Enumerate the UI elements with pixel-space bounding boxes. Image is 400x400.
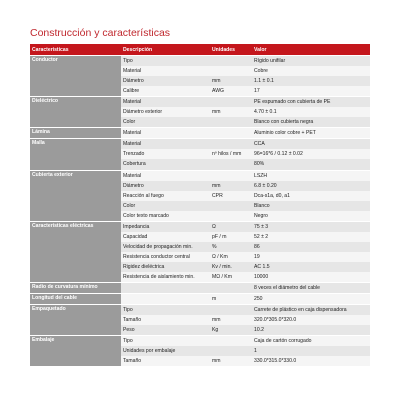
table-row <box>30 336 370 347</box>
value-cell: 250 <box>252 294 370 305</box>
unit-cell: m <box>210 294 252 305</box>
description-cell: Material <box>121 97 210 108</box>
unit-cell: mm <box>210 356 252 366</box>
category-cell: Características eléctricas <box>30 221 121 282</box>
value-cell: 75 ± 3 <box>252 221 370 232</box>
description-cell <box>121 294 210 305</box>
unit-cell: mm <box>210 315 252 325</box>
value-cell: 1.1 ± 0.1 <box>252 76 370 86</box>
unit-cell <box>210 170 252 181</box>
description-cell: Material <box>121 128 210 139</box>
header-descripcion: Descripción <box>121 44 210 56</box>
description-cell: Cobertura <box>121 159 210 170</box>
unit-cell <box>210 211 252 222</box>
description-cell: Rigidez dieléctrica <box>121 262 210 272</box>
value-cell: Cobre <box>252 66 370 76</box>
category-cell: Cubierta exterior <box>30 170 121 221</box>
unit-cell: Kv / min. <box>210 262 252 272</box>
description-cell: Tipo <box>121 336 210 347</box>
unit-cell <box>210 56 252 67</box>
value-cell: Carrete de plástico en caja dispensadora <box>252 305 370 316</box>
value-cell: 52 ± 2 <box>252 232 370 242</box>
table-row <box>30 56 370 67</box>
description-cell: Diámetro <box>121 181 210 191</box>
description-cell: Resistencia de aislamiento min. <box>121 272 210 283</box>
value-cell: 10.2 <box>252 325 370 336</box>
table-row <box>30 294 370 305</box>
category-cell: Malla <box>30 139 121 170</box>
value-cell: LSZH <box>252 170 370 181</box>
description-cell: Unidades por embalaje <box>121 346 210 356</box>
unit-cell: MΩ / Km <box>210 272 252 283</box>
unit-cell <box>210 159 252 170</box>
unit-cell <box>210 201 252 211</box>
unit-cell <box>210 305 252 316</box>
description-cell: Trenzado <box>121 149 210 159</box>
description-cell: Diámetro <box>121 76 210 86</box>
value-cell: 10000 <box>252 272 370 283</box>
page-title: Construcción y características <box>30 27 171 39</box>
value-cell: CCA <box>252 139 370 150</box>
value-cell: 8 veces el diámetro del cable <box>252 283 370 294</box>
unit-cell <box>210 283 252 294</box>
value-cell: 19 <box>252 252 370 262</box>
value-cell: AC 1.5 <box>252 262 370 272</box>
table-row <box>30 170 370 181</box>
description-cell: Tamaño <box>121 356 210 366</box>
value-cell: 1 <box>252 346 370 356</box>
category-cell: Radio de curvatura mínimo <box>30 283 121 294</box>
value-cell: Dca-s1a, d0, a1 <box>252 191 370 201</box>
category-cell: Empaquetado <box>30 305 121 336</box>
description-cell: Tamaño <box>121 315 210 325</box>
table-row <box>30 139 370 150</box>
unit-cell: mm <box>210 76 252 86</box>
header-caracteristicas: Caracteristicas <box>30 44 121 56</box>
description-cell: Color texto marcado <box>121 211 210 222</box>
header-unidades: Unidades <box>210 44 252 56</box>
unit-cell: mm <box>210 107 252 117</box>
unit-cell <box>210 128 252 139</box>
description-cell: Velocidad de propagación min. <box>121 242 210 252</box>
unit-cell: Ω / Km <box>210 252 252 262</box>
description-cell: Capacidad <box>121 232 210 242</box>
value-cell: 17 <box>252 86 370 97</box>
value-cell: Caja de cartón corrugado <box>252 336 370 347</box>
table-body <box>30 56 370 367</box>
description-cell: Reacción al fuego <box>121 191 210 201</box>
value-cell: 6.8 ± 0.20 <box>252 181 370 191</box>
table-row <box>30 305 370 316</box>
category-cell: Conductor <box>30 56 121 97</box>
unit-cell: pF / m <box>210 232 252 242</box>
unit-cell <box>210 346 252 356</box>
unit-cell <box>210 66 252 76</box>
unit-cell: mm <box>210 181 252 191</box>
category-cell: Dieléctrico <box>30 97 121 128</box>
description-cell: Tipo <box>121 56 210 67</box>
unit-cell: AWG <box>210 86 252 97</box>
value-cell: 80% <box>252 159 370 170</box>
table-row <box>30 128 370 139</box>
table-row <box>30 97 370 108</box>
category-cell: Longitud del cable <box>30 294 121 305</box>
table-header-row <box>30 44 370 56</box>
table-row <box>30 221 370 232</box>
category-cell: Lámina <box>30 128 121 139</box>
header-valor: Valor <box>252 44 370 56</box>
description-cell: Material <box>121 170 210 181</box>
description-cell: Resistencia conductor central <box>121 252 210 262</box>
description-cell: Peso <box>121 325 210 336</box>
description-cell: Material <box>121 66 210 76</box>
value-cell: Rígido unifilar <box>252 56 370 67</box>
description-cell <box>121 283 210 294</box>
description-cell: Color <box>121 201 210 211</box>
description-cell: Color <box>121 117 210 128</box>
value-cell: Aluminio color cobre + PET <box>252 128 370 139</box>
description-cell: Tipo <box>121 305 210 316</box>
category-cell: Embalaje <box>30 336 121 367</box>
description-cell: Diámetro exterior <box>121 107 210 117</box>
unit-cell: CPR <box>210 191 252 201</box>
description-cell: Material <box>121 139 210 150</box>
table-row <box>30 283 370 294</box>
unit-cell: Kg <box>210 325 252 336</box>
value-cell: 4.70 ± 0.1 <box>252 107 370 117</box>
unit-cell <box>210 97 252 108</box>
unit-cell <box>210 139 252 150</box>
unit-cell: % <box>210 242 252 252</box>
value-cell: Blanco <box>252 201 370 211</box>
value-cell: PE espumado con cubierta de PE <box>252 97 370 108</box>
value-cell: Negro <box>252 211 370 222</box>
value-cell: 320.0*305.0*320.0 <box>252 315 370 325</box>
value-cell: 330.0*315.0*330.0 <box>252 356 370 366</box>
specifications-table <box>30 44 370 366</box>
unit-cell: Ω <box>210 221 252 232</box>
unit-cell <box>210 336 252 347</box>
unit-cell <box>210 117 252 128</box>
value-cell: 96=16*6 / 0.12 ± 0.02 <box>252 149 370 159</box>
description-cell: Calibre <box>121 86 210 97</box>
description-cell: Impedancia <box>121 221 210 232</box>
value-cell: Blanco con cubierta negra <box>252 117 370 128</box>
value-cell: 86 <box>252 242 370 252</box>
unit-cell: nº hilos / mm <box>210 149 252 159</box>
